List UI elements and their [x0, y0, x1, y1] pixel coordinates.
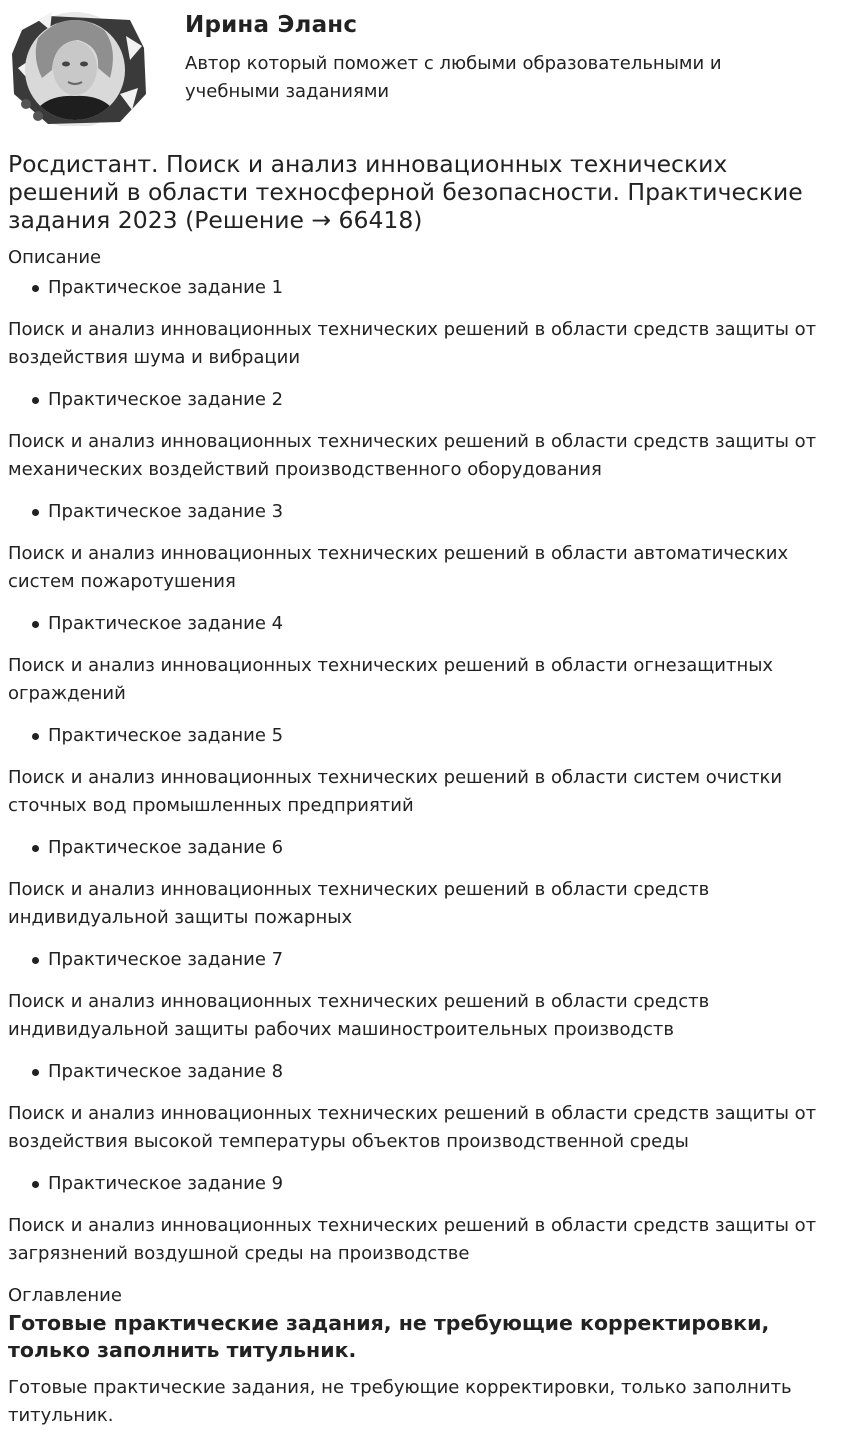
- task-description: Поиск и анализ инновационных технических решений в области средств защиты от воздействия шума и вибрации: [8, 319, 817, 368]
- task-description: Поиск и анализ инновационных технических решений в области огнезащитных ограждений: [8, 655, 774, 704]
- list-item: Практическое задание 6: [8, 834, 839, 862]
- description-label: Описание: [8, 247, 102, 268]
- list-item: Практическое задание 9: [8, 1170, 839, 1198]
- list-item: Практическое задание 4: [8, 610, 839, 638]
- task-list: [8, 386, 839, 414]
- task-list: [8, 722, 839, 750]
- task-description: Поиск и анализ инновационных технических решений в области автоматических систем пожаротушения: [8, 543, 789, 592]
- toc-heading: Готовые практические задания, не требующие корректировки, только заполнить титульник.: [8, 1311, 770, 1362]
- toc-label: Оглавление: [8, 1285, 122, 1306]
- author-card: [8, 8, 838, 128]
- list-item: Практическое задание 2: [8, 386, 839, 414]
- list-item: Практическое задание 8: [8, 1058, 839, 1086]
- author-name[interactable]: Ирина Эланс: [185, 12, 358, 38]
- task-list: [8, 1170, 839, 1198]
- task-list: [8, 834, 839, 862]
- task-description: Поиск и анализ инновационных технических решений в области средств защиты от загрязнений воздушной среды на производстве: [8, 1215, 817, 1264]
- list-item: Практическое задание 1: [8, 274, 839, 302]
- task-description: Поиск и анализ инновационных технических решений в области систем очистки сточных вод промышленных предприятий: [8, 767, 783, 816]
- toc-text: Готовые практические задания, не требующие корректировки, только заполнить титульник.: [8, 1377, 792, 1426]
- task-list: [8, 610, 839, 638]
- list-item: Практическое задание 7: [8, 946, 839, 974]
- author-avatar[interactable]: [8, 8, 153, 126]
- task-list: [8, 1058, 839, 1086]
- page-title: Росдистант. Поиск и анализ инновационных технических решений в области техносферной безопасности. Практические задания 2023 (Решение → 66418): [8, 150, 803, 234]
- task-list: [8, 498, 839, 526]
- task-description: Поиск и анализ инновационных технических решений в области средств защиты от воздействия высокой температуры объектов производственной среды: [8, 1103, 817, 1152]
- list-item: Практическое задание 5: [8, 722, 839, 750]
- task-description: Поиск и анализ инновационных технических решений в области средств индивидуальной защиты пожарных: [8, 879, 710, 928]
- task-description: Поиск и анализ инновационных технических решений в области средств защиты от механических воздействий производственного оборудования: [8, 431, 817, 480]
- description-section: [8, 244, 839, 1430]
- task-description: Поиск и анализ инновационных технических решений в области средств индивидуальной защиты рабочих машиностроительных производств: [8, 991, 710, 1040]
- task-list: [8, 274, 839, 302]
- list-item: Практическое задание 3: [8, 498, 839, 526]
- task-list: [8, 946, 839, 974]
- author-description: Автор который поможет с любыми образовательными и учебными заданиями: [185, 53, 722, 102]
